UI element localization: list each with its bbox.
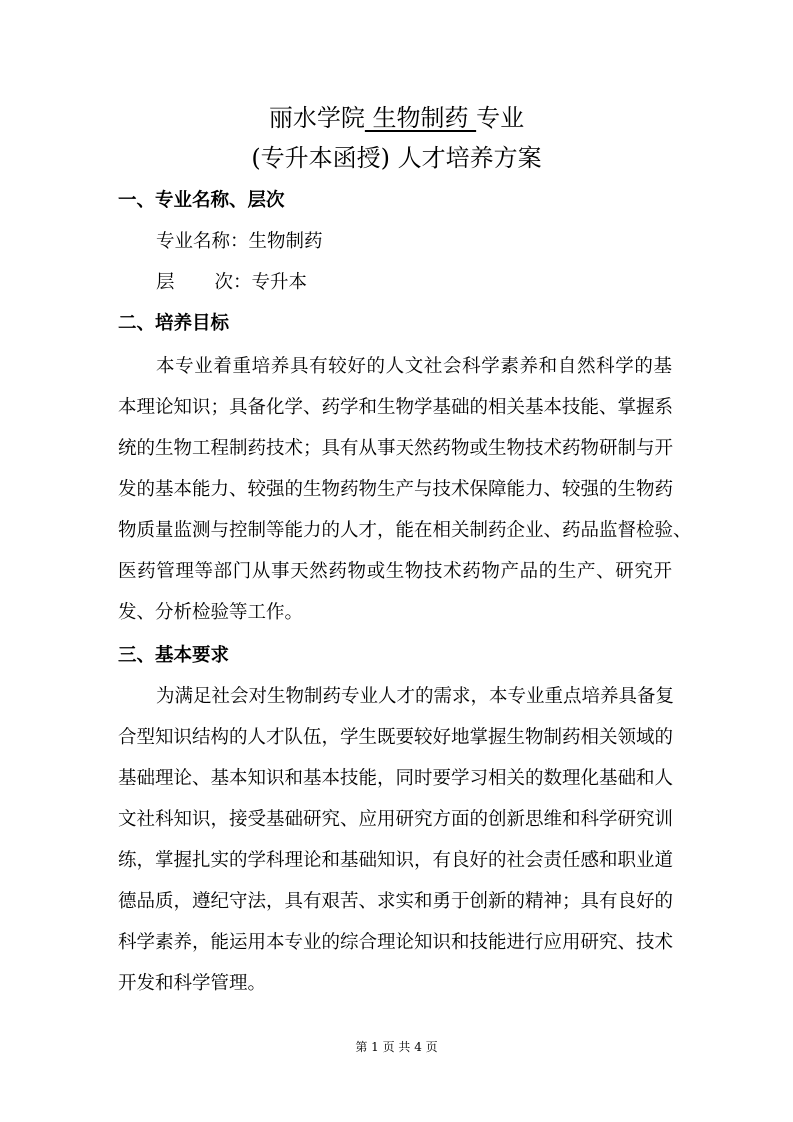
level-row	[156, 262, 672, 303]
section3-paragraph-line: 开发和科学管理。	[118, 973, 267, 994]
section2-paragraph-line: 发的基本能力、较强的生物药物生产与技术保障能力、较强的生物药	[118, 479, 674, 500]
level-value: 专升本	[251, 272, 308, 293]
document-title-line2: (专升本函授) 人才培养方案	[251, 144, 542, 172]
level-label-a: 层	[156, 272, 175, 293]
section3-heading: 三、基本要求	[118, 645, 230, 666]
section2-paragraph-line: 本理论知识；具备化学、药学和生物学基础的相关基本技能、掌握系	[118, 397, 674, 418]
section3-paragraph-line: 合型知识结构的人才队伍，学生既要较好地掌握生物制药相关领域的	[118, 727, 674, 748]
major-name-label: 专业名称：	[156, 231, 249, 252]
major-name-row	[156, 221, 672, 262]
section2-heading: 二、培养目标	[118, 313, 230, 334]
major-name-value: 生物制药	[248, 231, 323, 252]
title-major: 生物制药	[364, 104, 477, 132]
level-label-b: 次：	[214, 272, 252, 293]
section2-paragraph-line: 发、分析检验等工作。	[118, 602, 304, 623]
section3-paragraph-line: 练，掌握扎实的学科理论和基础知识，有良好的社会责任感和职业道	[118, 850, 674, 871]
section2-paragraph-line: 本专业着重培养具有较好的人文社会科学素养和自然科学的基	[156, 356, 672, 377]
page-footer: 第 1 页 共 4 页	[355, 1040, 438, 1054]
title-suffix: 专业	[476, 104, 525, 132]
section3-paragraph-line: 德品质，遵纪守法，具有艰苦、求实和勇于创新的精神；具有良好的	[118, 891, 674, 912]
section2-paragraph-line: 统的生物工程制药技术；具有从事天然药物或生物技术药物研制与开	[118, 438, 674, 459]
section3-paragraph-line: 科学素养，能运用本专业的综合理论知识和技能进行应用研究、技术	[118, 932, 674, 953]
section3-paragraph-line: 为满足社会对生物制药专业人才的需求，本专业重点培养具备复	[156, 686, 675, 707]
section2-paragraph-line: 医药管理等部门从事天然药物或生物技术药物产品的生产、研究开	[118, 561, 672, 582]
section3-paragraph-line: 文社科知识，接受基础研究、应用研究方面的创新思维和科学研究训	[118, 809, 674, 830]
section1-heading: 一、专业名称、层次	[118, 190, 285, 211]
title-school: 丽水学院	[268, 104, 365, 132]
section3-paragraph-line: 基础理论、基本知识和基本技能，同时要学习相关的数理化基础和人	[118, 768, 674, 789]
section2-paragraph-line: 物质量监测与控制等能力的人才，能在相关制药企业、药品监督检验、	[118, 520, 692, 541]
document-title-line1	[0, 98, 793, 138]
